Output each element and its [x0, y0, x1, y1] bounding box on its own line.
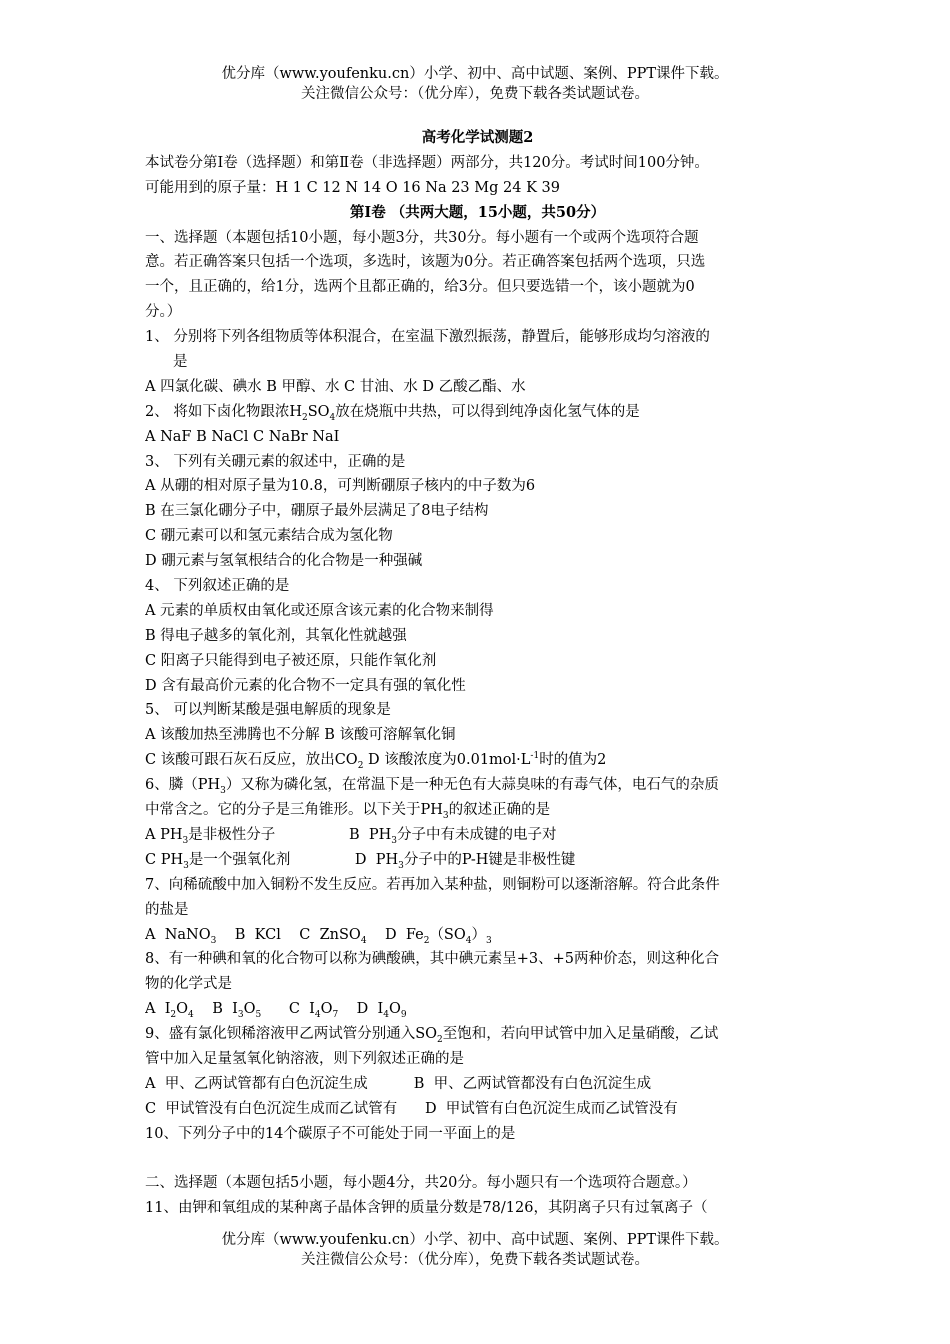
section1-instructions-3: 一个，且正确的，给1分，选两个且都正确的，给3分。但只要选错一个，该小题就为0 — [145, 279, 695, 296]
q9-options-ab: A 甲、乙两试管都有白色沉淀生成 B 甲、乙两试管都没有白色沉淀生成 — [145, 1075, 652, 1092]
q6-stem-2: 中常含之。它的分子是三角锥形。以下关于$PH_3$的叙述正确的是 — [145, 802, 551, 821]
q5-options-ab: A 该酸加热至沸腾也不分解 B 该酸可溶解氧化铜 — [145, 727, 456, 744]
section1-instructions-4: 分。） — [145, 304, 182, 321]
intro-line-2: 可能用到的原子量：H 1 C 12 N 14 O 16 Na 23 Mg 24 K 39 — [145, 179, 560, 196]
q8-options: A $I_2O_4$ B $I_3O_5$ C $I_4O_7$ D $I_4O_9$ — [145, 1001, 407, 1021]
q6-options-ab: A $PH_3$是非极性分子 B $PH_3$分子中有未成键的电子对 — [145, 826, 557, 846]
page-footer — [0, 1230, 950, 1270]
footer-line-1: 优分库（www.youfenku.cn）小学、初中、高中试题、案例、PPT课件下载。 — [221, 1232, 729, 1248]
blank-line — [145, 1147, 810, 1172]
q9-stem-2: 管中加入足量氢氧化钠溶液，则下列叙述正确的是 — [145, 1050, 464, 1067]
header-line-2: 关注微信公众号：（优分库），免费下载各类试题试卷。 — [301, 86, 649, 102]
q2-stem: 2、 将如下卤化物跟浓$H_2SO_4$放在烧瓶中共热，可以得到纯净卤化氢气体的是 — [145, 403, 640, 423]
q3-option-d: D 硼元素与氢氧根结合的化合物是一种强碱 — [145, 553, 423, 570]
section1-instructions-2: 意。若正确答案只包括一个选项，多选时，该题为0分。若正确答案包括两个选项，只选 — [145, 254, 706, 271]
intro-line-1: 本试卷分第Ⅰ卷（选择题）和第Ⅱ卷（非选择题）两部分，共120分。考试时间100分钟。 — [145, 154, 709, 171]
q6-options-cd: C $PH_3$是一个强氧化剂 D $PH_3$分子中的P-H键是非极性键 — [145, 851, 576, 871]
q2-options: A NaF B NaCl C NaBr NaI — [145, 428, 340, 445]
q8-stem-1: 8、有一种碘和氧的化合物可以称为碘酸碘，其中碘元素呈+3、+5两种价态，则这种化合 — [145, 951, 719, 968]
page-header — [0, 64, 950, 104]
q3-option-a: A 从硼的相对原子量为10.8，可判断硼原子核内的中子数为6 — [145, 478, 536, 495]
q7-stem-2: 的盐是 — [145, 901, 189, 918]
q5-stem: 5、 可以判断某酸是强电解质的现象是 — [145, 702, 391, 719]
q7-stem-1: 7、向稀硫酸中加入铜粉不发生反应。若再加入某种盐，则铜粉可以逐渐溶解。符合此条件 — [145, 876, 720, 893]
q4-option-d: D 含有最高价元素的化合物不一定具有强的氧化性 — [145, 677, 466, 694]
header-line-1: 优分库（www.youfenku.cn）小学、初中、高中试题、案例、PPT课件下载。 — [221, 66, 729, 82]
q4-option-c: C 阳离子只能得到电子被还原，只能作氧化剂 — [145, 652, 437, 669]
q4-option-b: B 得电子越多的氧化剂，其氧化性就越强 — [145, 627, 407, 644]
q3-stem: 3、 下列有关硼元素的叙述中，正确的是 — [145, 453, 406, 470]
q10-stem: 10、下列分子中的14个碳原子不可能处于同一平面上的是 — [145, 1125, 516, 1142]
q4-option-a: A 元素的单质权由氧化或还原含该元素的化合物来制得 — [145, 602, 494, 619]
q3-option-c: C 硼元素可以和氢元素结合成为氢化物 — [145, 528, 393, 545]
q3-option-b: B 在三氯化硼分子中，硼原子最外层满足了8电子结构 — [145, 503, 489, 520]
section2-instructions: 二、选择题（本题包括5小题，每小题4分，共20分。每小题只有一个选项符合题意。） — [145, 1175, 697, 1192]
q4-stem: 4、 下列叙述正确的是 — [145, 578, 290, 595]
footer-line-2: 关注微信公众号：（优分库），免费下载各类试题试卷。 — [301, 1252, 649, 1268]
part1-title: 第Ⅰ卷 （共两大题，15小题，共50分） — [349, 203, 606, 221]
q9-stem-1: 9、盛有氯化钡稀溶液甲乙两试管分别通入$SO_2$至饱和，若向甲试管中加入足量硝酸，乙试 — [145, 1026, 719, 1045]
document-body — [145, 126, 810, 1221]
q9-options-cd: C 甲试管没有白色沉淀生成而乙试管有 D 甲试管有白色沉淀生成而乙试管没有 — [145, 1100, 678, 1117]
q1-stem-cont: 是 — [173, 354, 188, 371]
section1-instructions-1: 一、选择题（本题包括10小题，每小题3分，共30分。每小题有一个或两个选项符合题 — [145, 229, 699, 246]
q7-options: A NaNO$_3$ B KCl C ZnSO$_4$ D $Fe_2(SO_4)_3$ — [145, 926, 492, 946]
q8-stem-2: 物的化学式是 — [145, 976, 232, 993]
q5-options-cd: C 该酸可跟石灰石反应，放出$CO_2$ D 该酸浓度为$0.01mol\cdot L^{-1}$时的值为2 — [145, 751, 607, 772]
q1-stem: 1、 分别将下列各组物质等体积混合，在室温下激烈振荡，静置后，能够形成均匀溶液的 — [145, 329, 710, 346]
q6-stem-1: 6、膦$(PH_3)$又称为磷化氢，在常温下是一种无色有大蒜臭味的有毒气体，电石气的杂质 — [145, 777, 719, 797]
q11-stem: 11、由钾和氧组成的某种离子晶体含钾的质量分数是78/126，其阴离子只有过氧离子（ — [145, 1200, 708, 1217]
q1-options: A 四氯化碳、碘水 B 甲醇、水 C 甘油、水 D 乙酸乙酯、水 — [145, 378, 526, 395]
page-title: 高考化学试测题2 — [421, 129, 534, 146]
